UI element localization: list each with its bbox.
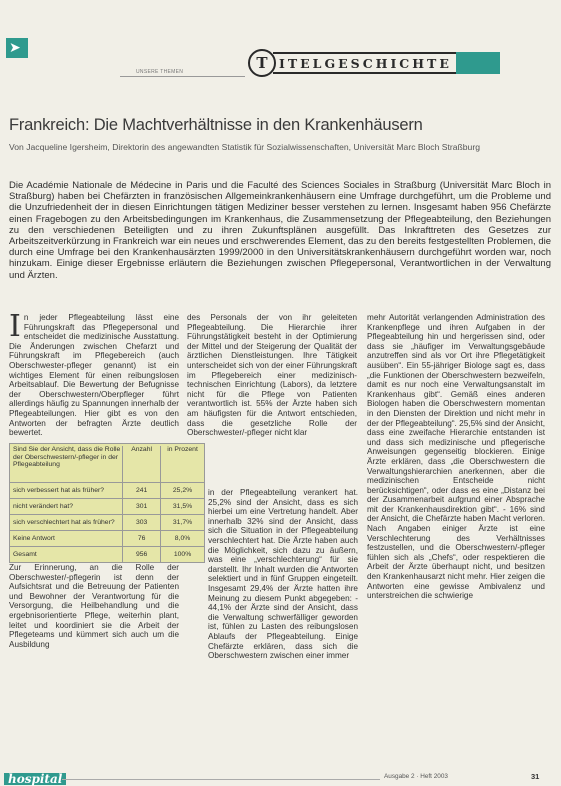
section-label: UNSERE THEMEN xyxy=(136,69,184,75)
table-cell-percent: 8,0% xyxy=(160,531,204,546)
table-header-question: Sind Sie der Ansicht, dass die Rolle der Oberschwestern/-pfleger in der Pflegeabteilung xyxy=(13,446,121,468)
table-cell-label: Keine Antwort xyxy=(13,534,55,542)
table-cell-label: Gesamt xyxy=(13,550,37,558)
table-cell-percent: 31,5% xyxy=(160,499,204,514)
table-cell-count: 956 xyxy=(122,547,160,562)
table-cell-count: 303 xyxy=(122,515,160,530)
table-row xyxy=(10,515,204,531)
table-cell-label: nicht verändert hat? xyxy=(13,502,74,510)
table-row-total xyxy=(10,547,204,562)
table-cell-count: 241 xyxy=(122,483,160,498)
section-title-badge xyxy=(248,50,500,76)
table-cell-percent: 100% xyxy=(160,547,204,562)
page-number: 31 xyxy=(531,772,540,781)
footer-logo: hospital xyxy=(4,773,66,785)
column-2-top xyxy=(187,313,357,485)
footer-divider xyxy=(62,779,380,780)
table-header-count: Anzahl xyxy=(122,446,160,482)
table-header-row xyxy=(10,444,204,483)
table-row xyxy=(10,531,204,547)
column-2-top-text: des Personals der von ihr geleiteten Pflegeabteilung. Die Hierarchie ihrer Führungstätigkeit besteht in der Optimierung der Mittel und der Steigerung der Qualität der ärztlichen Dienstleistungen. Ihre Tätigkeit unterscheidet sich von der einer Führungskraft im Pflegebereich einer medizinisch-technischen Einrichtung (Labors), da letztere nicht für die Pflege von Patienten verantwortlich ist. 55% der Ärzte haben sich am häufigsten für die Antwort entschieden, dass die gesetzliche Rolle der Oberschwester/-pfleger nicht klar xyxy=(187,313,357,438)
footer-issue: Ausgabe 2 · Heft 2003 xyxy=(384,773,448,780)
table-cell-count: 301 xyxy=(122,499,160,514)
table-cell-percent: 31,7% xyxy=(160,515,204,530)
column-1-bottom: Zur Erinnerung, an die Rolle der Oberschwester/-pflegerin ist denn der Aufsichtsrat und die Betreuung der Patienten und Bewohner der Verantwortung für die Versorgung, die Heilbehandlung und die ergebnisorientierte Pflege, weiterhin plant, leitet und koordiniert sie die Arbeit der Pflegeteams und kümmert sich auch um die Ausbildung xyxy=(9,563,179,649)
table-cell-label: sich verbessert hat als früher? xyxy=(13,486,105,494)
table-cell-percent: 25,2% xyxy=(160,483,204,498)
section-title-initial: T xyxy=(248,49,276,77)
column-1-top-text: n jeder Pflegeabteilung lässt eine Führungskraft das Pflegepersonal und entscheidet die medizinische Ausstattung. Die Änderungen zwischen Chefarzt und Führungskraft im Pflegebereich (auch Oberschwester-pfleger genannt) ist ein wichtiges Element für einen reibungslosen Arbeitsablauf. Die Bewertung der Befugnisse der Oberschwestern/Oberpfleger führt allerdings häufig zu Spannungen innerhalb der Pflegeabteilungen. Hier gibt es von den Antworten der befragten Ärzte deutlich bewertet. xyxy=(9,313,179,438)
article-authors: Von Jacqueline Igersheim, Direktorin des angewandten Statistik für Sozialwissenschaften, Universität Marc Bloch Straßburg xyxy=(9,142,480,152)
survey-table xyxy=(9,443,205,563)
table-cell-count: 76 xyxy=(122,531,160,546)
section-title-accent xyxy=(456,52,500,74)
article-title: Frankreich: Die Machtverhältnisse in den Krankenhäusern xyxy=(9,116,423,134)
column-2-bottom: in der Pflegeabteilung verankert hat. 25,2% sind der Ansicht, dass es sich hierbei um eine Vertretung handelt. Aber innerhalb 32% sind der Ansicht, dass sich die Situation in der Pflegeabteilung verschlechtert hat. Die Ärzte haben auch die Möglichkeit, sich dazu zu äußern, was eine „verschlechterung“ für sie darstellt. Ihr Inhalt wurden die Antworten selektiert und in fünf Gruppen eingeteilt. Insgesamt 29,4% der Ärzte hatten ihre Meinung zu diesem Punkt abgegeben: - 44,1% der Ärzte sind der Ansicht, dass die Verwaltung schwerfälliger geworden ist, fühlen zu Lasten des reibungslosen Ablaufs der Pflegeabteilung. Einige Chefärzte erklären, dass sich die Oberschwestern zwischen einer immer xyxy=(208,488,358,661)
arrow-icon: ➤ xyxy=(9,39,21,55)
header-divider xyxy=(120,76,245,77)
column-3: mehr Autorität verlangenden Administration des Krankenpflege und ihren Aufgaben in der Pflegeabteilung hin und hergerissen sind, oder dass sie „häufiger im Verwaltungsgebäude anzutreffen sind als vor Ort ihre Pflegetätigkeit ausüben“. Ein 55-jähriger Biologe sagt es, dass „die Funktionen der Oberschwestern bezweifeln, damit es nur noch eine Verwaltungsanstalt im Krankenhaus gibt“. Gemäß eines anderen Biologen haben die Oberschwestern momentan in den Diensten der Direktion und nicht mehr in der der Pflegeabteilung“. 25,5% sind der Ansicht, dass eine zweifache Hierarchie entstanden ist und dass sich medizinische und pflegerische Anweisungen gegenseitig blockieren. Einige Ärzte erklären, dass „die Oberschwestern die Verwaltungshierarchien anerkennen, aber die medizinischen Entscheide nicht berücksichtigen“, oder dass es eine „Distanz bei der Zusammenarbeit aufgrund einer Absprache mit der Krankenhausdirektion gibt“. - 16% sind der Ansicht, die Chefärzte haben Macht verloren. Nach Angaben einiger Ärzte ist eine Verschlechterung des Verhältnisses festzustellen, und die Oberschwestern/-pfleger fühlen sich als „Chefs“, oder respektieren die Arbeit der Ärzte überhaupt nicht, und besitzen den Krankenhausarzt nicht mehr. Hier zeigen die Antworten eine gewisse Ambivalenz und unterstreichen die schwierige xyxy=(367,313,545,601)
section-title-text: ITELGESCHICHTE xyxy=(273,52,458,74)
table-row xyxy=(10,483,204,499)
table-cell-label: sich verschlechtert hat als früher? xyxy=(13,518,115,526)
column-1-top xyxy=(9,309,179,438)
table-header-percent: in Prozent xyxy=(160,446,204,482)
table-row xyxy=(10,499,204,515)
article-lead: Die Académie Nationale de Médecine in Paris und die Faculté des Sciences Sociales in Straßburg (Universität Marc Bloch in Straßburg) haben bei Chefärzten in französischen Allgemeinkrankenhäusern eine Umfrage durchgeführt, um die Probleme und die Unzufriedenheit der in diesen Einrichtungen tätigen Mediziner besser verstehen zu lernen. Insgesamt haben 956 Chefärzte einen Fragebogen zu den Arbeitsbedingungen im Krankenhaus, die Zusammensetzung der Pflegeabteilung, den Beziehungen zu den verschiedenen Beteiligten und zu ihren Zukunftsplänen ausgefüllt. Das Inkrafttreten des Gesetzes zur Arbeitszeitverkürzung in Frankreich war ein neues und erschwerendes Element, das zu den bereits festgestellten Problemen, die durch eine Umfrage bei den Krankenhausärzten 1999/2000 in den Universitätskrankenhäusern durchgeführt worden war, noch hinzukam. Einige dieser Ergebnisse erläutern die Beziehungen zwischen Pflegepersonal, Verantwortlichen in der Verwaltung und Ärzten. xyxy=(9,180,551,281)
drop-cap: I xyxy=(9,309,21,344)
